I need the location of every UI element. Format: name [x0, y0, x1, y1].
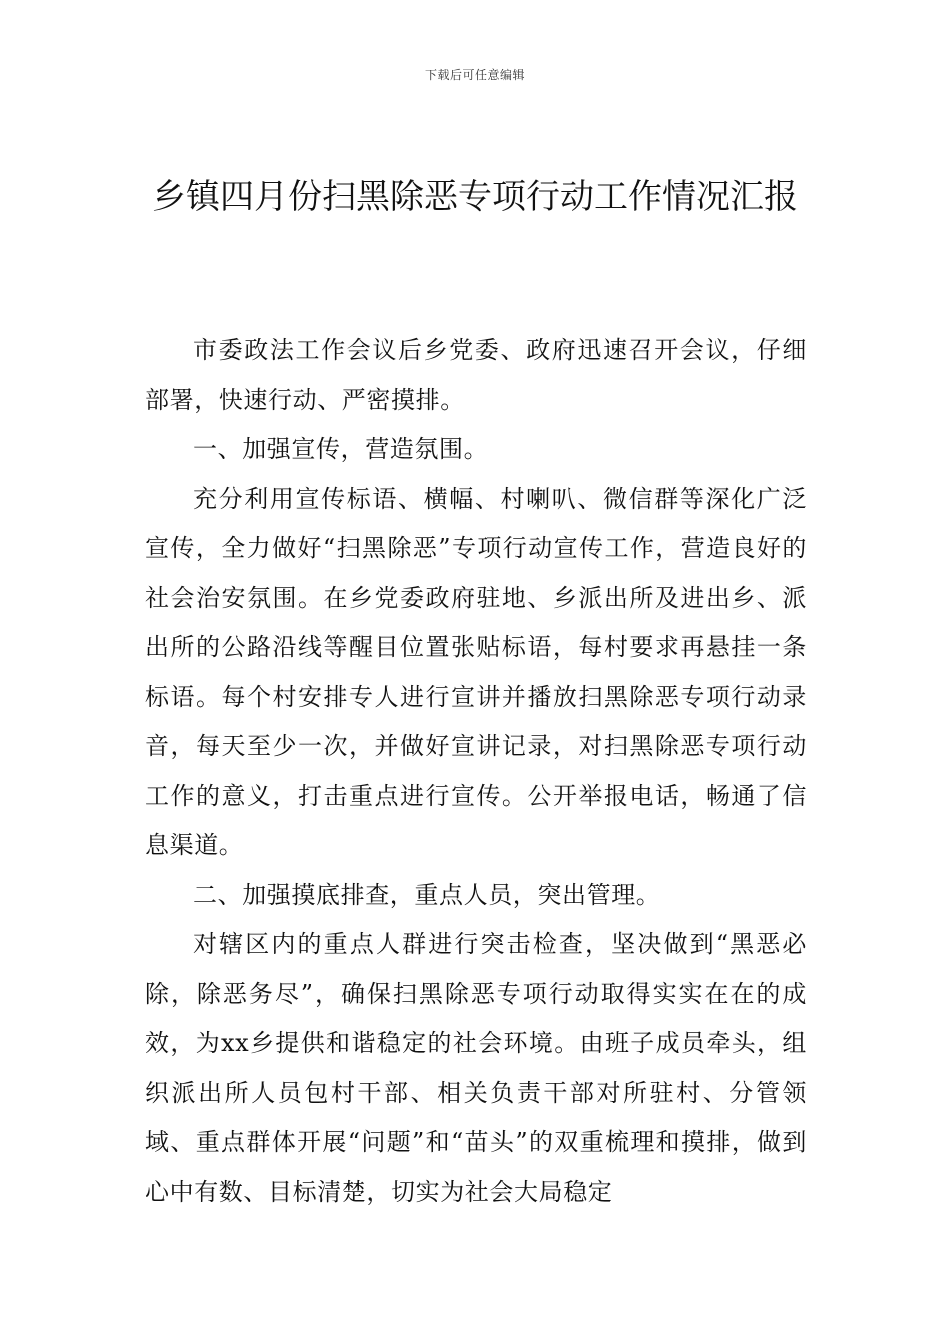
document-title: 乡镇四月份扫黑除恶专项行动工作情况汇报: [152, 177, 798, 217]
paragraph-investigation: 对辖区内的重点人群进行突击检查，坚决做到“黑恶必除，除恶务尽”，确保扫黑除恶专项行动取得实实在在的成效，为xx乡提供和谐稳定的社会环境。由班子成员牵头，组织派出所人员包村干部、相关负责干部对所驻村、分管领域、重点群体开展“问题”和“苗头”的双重梳理和摸排，做到心中有数、目标清楚，切实为社会大局稳定: [145, 930, 807, 1206]
header-note: 下载后可任意编辑: [424, 68, 525, 82]
document-body: [145, 326, 807, 1217]
paragraph-intro: 市委政法工作会议后乡党委、政府迅速召开会议，仔细部署，快速行动、严密摸排。: [145, 336, 807, 414]
section-heading-2: 二、加强摸底排查，重点人员，突出管理。: [193, 880, 661, 909]
section-heading-1: 一、加强宣传，营造氛围。: [193, 435, 489, 463]
paragraph-publicity: 充分利用宣传标语、横幅、村喇叭、微信群等深化广泛宣传，全力做好“扫黑除恶”专项行动宣传工作，营造良好的社会治安氛围。在乡党委政府驻地、乡派出所及进出乡、派出所的公路沿线等醒目位置张贴标语，每村要求再悬挂一条标语。每个村安排专人进行宣讲并播放扫黑除恶专项行动录音，每天至少一次，并做好宣讲记录，对扫黑除恶专项行动工作的意义，打击重点进行宣传。公开举报电话，畅通了信息渠道。: [145, 484, 807, 859]
